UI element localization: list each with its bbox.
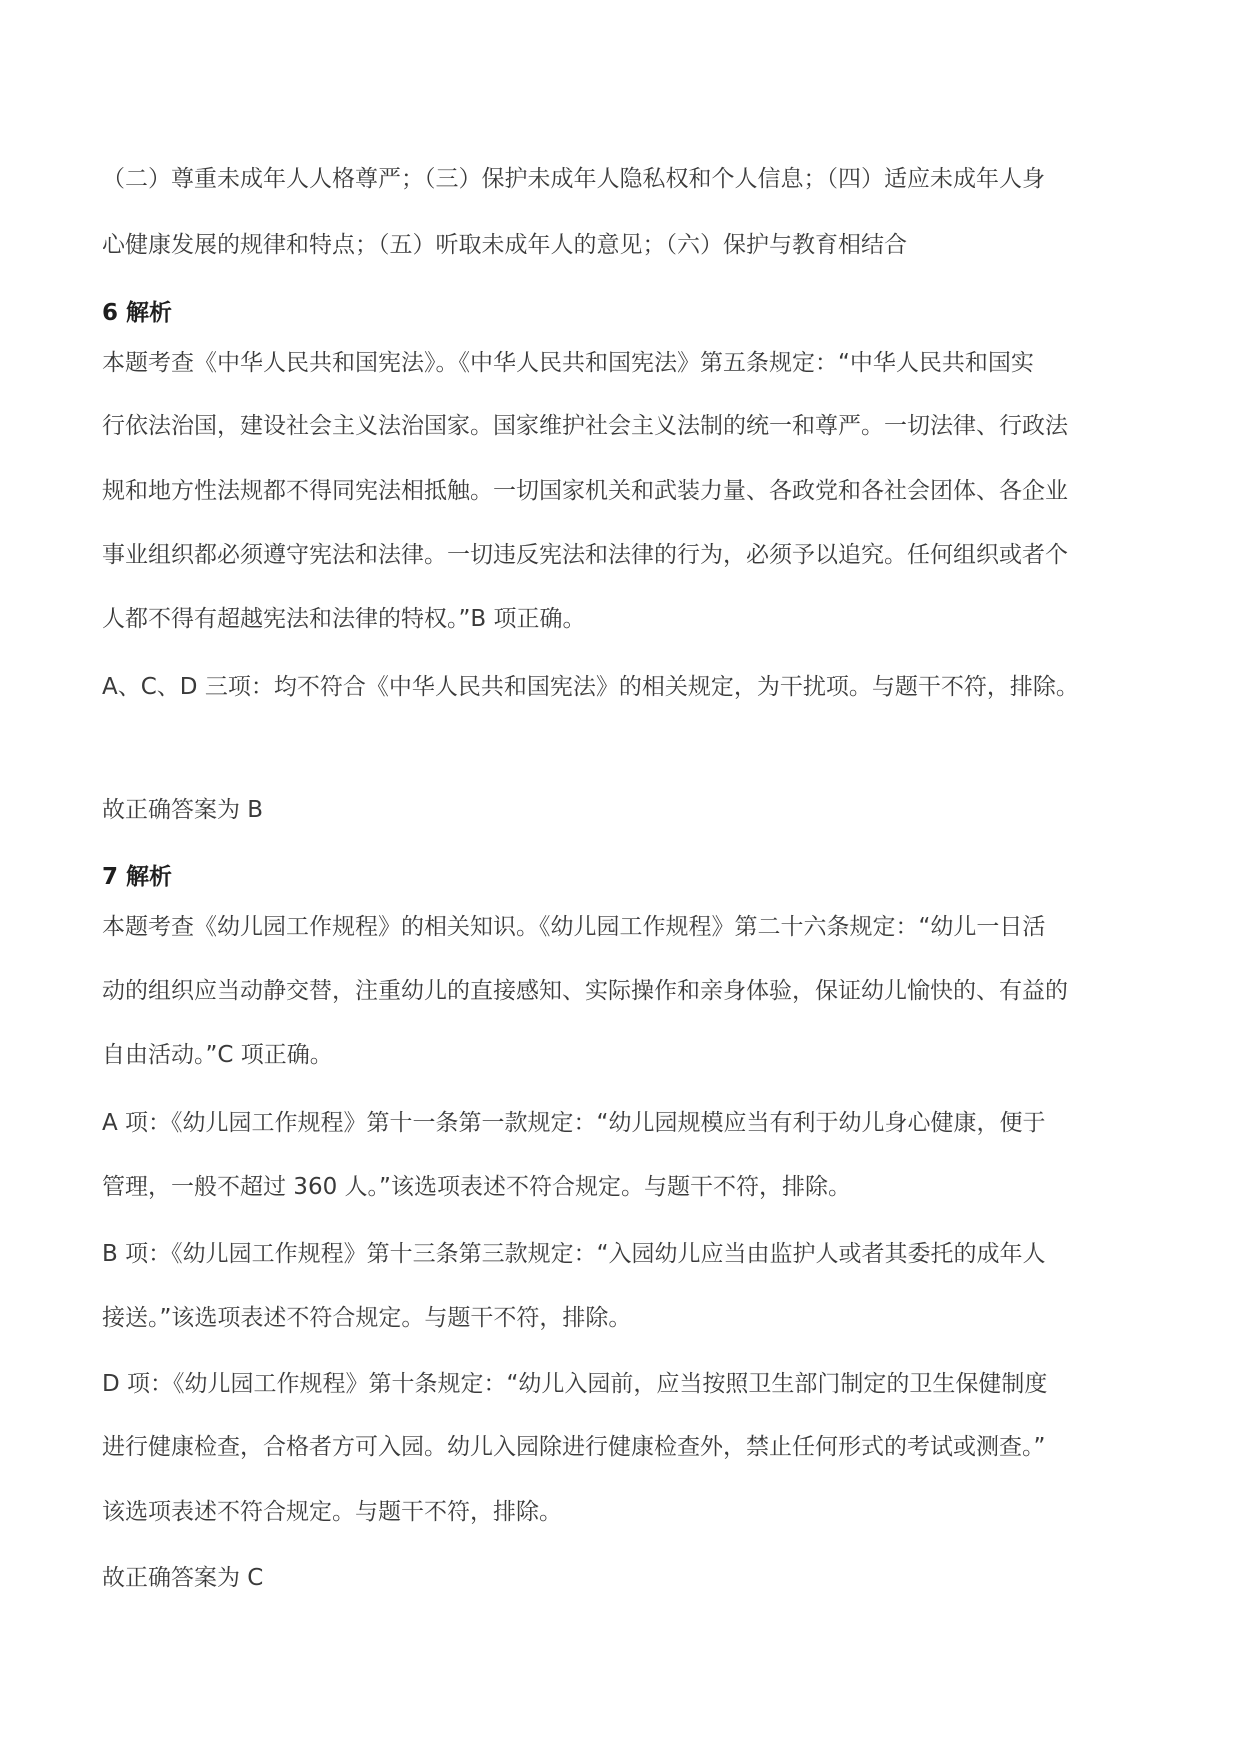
answer-line: 故正确答案为 B	[102, 797, 264, 823]
text-line: A 项：《幼儿园工作规程》第十一条第一款规定：“幼儿园规模应当有利于幼儿身心健康，便于	[102, 1110, 1046, 1136]
text-line: 本题考查《中华人民共和国宪法》。《中华人民共和国宪法》第五条规定：“中华人民共和国实	[102, 350, 1034, 376]
text-line: （二）尊重未成年人人格尊严；（三）保护未成年人隐私权和个人信息；（四）适应未成年人身	[102, 166, 1045, 192]
text-line: 管理，一般不超过 360 人。”该选项表述不符合规定。与题干不符，排除。	[102, 1174, 851, 1200]
text-line: 接送。”该选项表述不符合规定。与题干不符，排除。	[102, 1305, 632, 1331]
text-line: 本题考查《幼儿园工作规程》的相关知识。《幼儿园工作规程》第二十六条规定：“幼儿一日活	[102, 914, 1046, 940]
text-line: 动的组织应当动静交替，注重幼儿的直接感知、实际操作和亲身体验，保证幼儿愉快的、有益的	[102, 978, 1068, 1004]
text-line: 该选项表述不符合规定。与题干不符，排除。	[102, 1499, 562, 1525]
text-line: 事业组织都必须遵守宪法和法律。一切违反宪法和法律的行为，必须予以追究。任何组织或者个	[102, 542, 1068, 568]
section-heading: 7 解析	[102, 864, 173, 890]
text-line: B 项：《幼儿园工作规程》第十三条第三款规定：“入园幼儿应当由监护人或者其委托的成年人	[102, 1241, 1046, 1267]
text-line: 规和地方性法规都不得同宪法相抵触。一切国家机关和武装力量、各政党和各社会团体、各企业	[102, 478, 1068, 504]
section-heading: 6 解析	[102, 300, 173, 326]
text-line: 行依法治国，建设社会主义法治国家。国家维护社会主义法制的统一和尊严。一切法律、行政法	[102, 413, 1068, 439]
text-line: A、C、D 三项：均不符合《中华人民共和国宪法》的相关规定，为干扰项。与题干不符，排除。	[102, 674, 1079, 700]
answer-line: 故正确答案为 C	[102, 1565, 264, 1591]
text-line: 心健康发展的规律和特点；（五）听取未成年人的意见；（六）保护与教育相结合	[102, 232, 907, 258]
text-line: 人都不得有超越宪法和法律的特权。”B 项正确。	[102, 606, 586, 632]
text-line: D 项：《幼儿园工作规程》第十条规定：“幼儿入园前，应当按照卫生部门制定的卫生保健制度	[102, 1371, 1048, 1397]
text-line: 自由活动。”C 项正确。	[102, 1042, 333, 1068]
text-line: 进行健康检查，合格者方可入园。幼儿入园除进行健康检查外，禁止任何形式的考试或测查。”	[102, 1434, 1046, 1460]
